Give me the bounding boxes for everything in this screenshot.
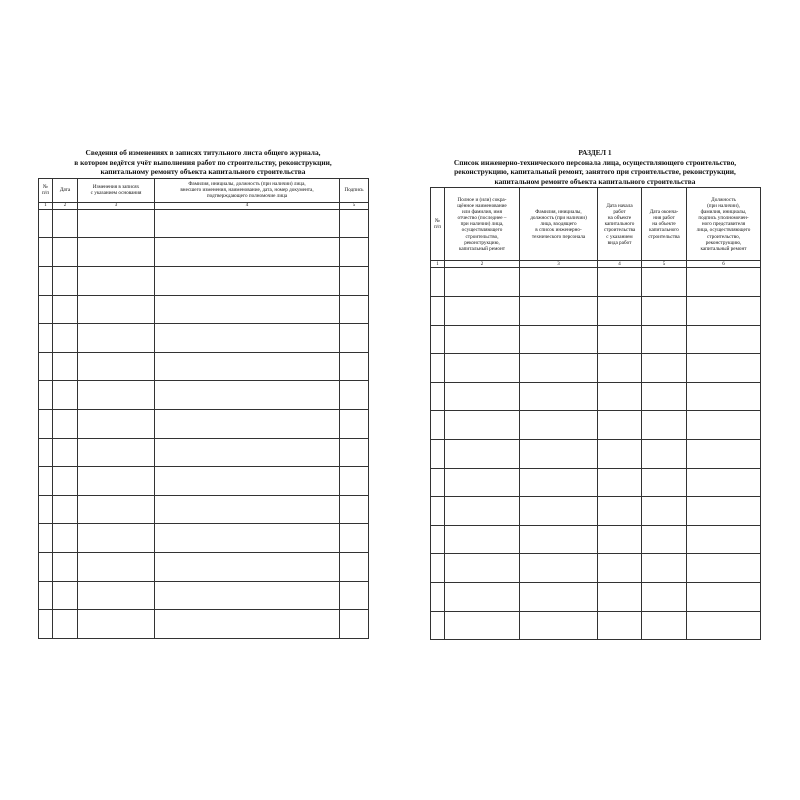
- empty-cell[interactable]: [78, 524, 155, 553]
- empty-cell[interactable]: [687, 525, 761, 554]
- table-row: [39, 467, 369, 496]
- header-cell-changes: Изменения в записях с указанием основания: [78, 178, 155, 202]
- empty-cell[interactable]: [39, 524, 53, 553]
- header-cell-signature: Подпись: [340, 178, 369, 202]
- empty-cell[interactable]: [78, 438, 155, 467]
- empty-cell[interactable]: [78, 238, 155, 267]
- empty-cell[interactable]: [340, 610, 369, 639]
- empty-cell[interactable]: [78, 610, 155, 639]
- right-title-line: капитальном ремонте объекта капитального строительства: [494, 176, 696, 186]
- empty-cell[interactable]: [598, 497, 642, 526]
- empty-cell[interactable]: [642, 525, 687, 554]
- empty-cell[interactable]: [520, 439, 598, 468]
- empty-cell[interactable]: [642, 411, 687, 440]
- header-cell-representative: Должность (при наличии), фамилия, инициалы, подпись уполномочен- ного представителя лица, осуществляющего строительство, реконструкцию, капитальный ремонт: [687, 188, 761, 261]
- empty-cell[interactable]: [642, 325, 687, 354]
- empty-cell[interactable]: [520, 497, 598, 526]
- table-header-row: [431, 188, 761, 261]
- table-row: [39, 209, 369, 238]
- empty-cell[interactable]: [78, 324, 155, 353]
- empty-cell[interactable]: [431, 382, 445, 411]
- empty-cell[interactable]: [520, 354, 598, 383]
- header-cell-number: № п/п: [431, 188, 445, 261]
- empty-cell[interactable]: [53, 324, 78, 353]
- empty-cell[interactable]: [39, 324, 53, 353]
- column-number: 3: [520, 261, 598, 268]
- header-cell-start-date: Дата начала работ на объекте капитального строительства с указанием вида работ: [598, 188, 642, 261]
- empty-cell[interactable]: [155, 381, 340, 410]
- table-row: [39, 381, 369, 410]
- table-row: [39, 495, 369, 524]
- empty-cell[interactable]: [39, 352, 53, 381]
- table-row: [431, 497, 761, 526]
- empty-cell[interactable]: [598, 554, 642, 583]
- empty-cell[interactable]: [598, 582, 642, 611]
- table-row: [39, 238, 369, 267]
- empty-cell[interactable]: [598, 354, 642, 383]
- empty-cell[interactable]: [39, 495, 53, 524]
- column-number-row: [431, 261, 761, 268]
- table-row: [39, 324, 369, 353]
- empty-cell[interactable]: [39, 581, 53, 610]
- empty-cell[interactable]: [340, 581, 369, 610]
- empty-cell[interactable]: [340, 495, 369, 524]
- right-title-line: РАЗДЕЛ 1: [578, 148, 612, 157]
- empty-cell[interactable]: [53, 495, 78, 524]
- empty-cell[interactable]: [598, 525, 642, 554]
- header-cell-date: Дата: [53, 178, 78, 202]
- empty-cell[interactable]: [155, 524, 340, 553]
- empty-cell[interactable]: [78, 581, 155, 610]
- empty-cell[interactable]: [520, 611, 598, 640]
- empty-cell[interactable]: [340, 295, 369, 324]
- empty-cell[interactable]: [53, 381, 78, 410]
- empty-cell[interactable]: [687, 325, 761, 354]
- table-row: [39, 524, 369, 553]
- empty-cell[interactable]: [598, 268, 642, 297]
- changes-table: [38, 178, 369, 639]
- empty-cell[interactable]: [155, 552, 340, 581]
- left-title-line: Сведения об изменениях в записях титульного листа общего журнала,: [85, 148, 321, 157]
- table-row: [39, 352, 369, 381]
- empty-cell[interactable]: [431, 325, 445, 354]
- column-number: 2: [53, 202, 78, 209]
- empty-cell[interactable]: [431, 354, 445, 383]
- empty-cell[interactable]: [39, 266, 53, 295]
- empty-cell[interactable]: [155, 581, 340, 610]
- empty-cell[interactable]: [431, 439, 445, 468]
- column-number: 6: [687, 261, 761, 268]
- empty-cell[interactable]: [520, 325, 598, 354]
- header-cell-end-date: Дата оконча- ния работ на объекте капитального строительства: [642, 188, 687, 261]
- empty-cell[interactable]: [520, 468, 598, 497]
- right-title-line: реконструкцию, капитальный ремонт, занятого при строительстве, реконструкции,: [454, 167, 736, 177]
- empty-cell[interactable]: [78, 467, 155, 496]
- personnel-table: [430, 187, 761, 640]
- empty-cell[interactable]: [642, 354, 687, 383]
- table-row: [39, 581, 369, 610]
- empty-cell[interactable]: [340, 324, 369, 353]
- empty-cell[interactable]: [39, 381, 53, 410]
- empty-cell[interactable]: [53, 209, 78, 238]
- empty-cell[interactable]: [39, 295, 53, 324]
- empty-cell[interactable]: [53, 524, 78, 553]
- empty-cell[interactable]: [340, 266, 369, 295]
- header-cell-number: № п/п: [39, 178, 53, 202]
- empty-cell[interactable]: [598, 439, 642, 468]
- empty-cell[interactable]: [445, 296, 520, 325]
- table-row: [39, 438, 369, 467]
- table-row: [431, 554, 761, 583]
- empty-cell[interactable]: [340, 438, 369, 467]
- empty-cell[interactable]: [431, 554, 445, 583]
- empty-cell[interactable]: [78, 552, 155, 581]
- empty-cell[interactable]: [78, 295, 155, 324]
- empty-cell[interactable]: [520, 411, 598, 440]
- empty-cell[interactable]: [445, 268, 520, 297]
- empty-cell[interactable]: [598, 325, 642, 354]
- empty-cell[interactable]: [340, 381, 369, 410]
- right-title-line: Список инженерно-технического персонала лица, осуществляющего строительство,: [453, 157, 737, 167]
- empty-cell[interactable]: [340, 209, 369, 238]
- empty-cell[interactable]: [155, 610, 340, 639]
- empty-cell[interactable]: [445, 354, 520, 383]
- left-page-title: [38, 148, 368, 177]
- right-page-title: [430, 148, 760, 186]
- header-cell-person: Фамилия, инициалы, должность (при наличии) лица, внесшего изменения, наименование, дата, номер документа, подтверждающего полномочие лица: [155, 178, 340, 202]
- empty-cell[interactable]: [598, 411, 642, 440]
- empty-cell[interactable]: [687, 582, 761, 611]
- empty-cell[interactable]: [431, 582, 445, 611]
- empty-cell[interactable]: [39, 209, 53, 238]
- table-row: [431, 582, 761, 611]
- empty-cell[interactable]: [687, 497, 761, 526]
- empty-cell[interactable]: [155, 238, 340, 267]
- left-title-line: капитальному ремонту объекта капитального строительства: [100, 167, 306, 177]
- empty-cell[interactable]: [53, 238, 78, 267]
- empty-cell[interactable]: [53, 467, 78, 496]
- column-number: 4: [155, 202, 340, 209]
- empty-cell[interactable]: [642, 611, 687, 640]
- empty-cell[interactable]: [155, 352, 340, 381]
- empty-cell[interactable]: [642, 554, 687, 583]
- empty-cell[interactable]: [431, 497, 445, 526]
- empty-cell[interactable]: [445, 611, 520, 640]
- empty-cell[interactable]: [445, 382, 520, 411]
- empty-cell[interactable]: [445, 497, 520, 526]
- changes-table-body: [39, 209, 369, 638]
- empty-cell[interactable]: [598, 382, 642, 411]
- empty-cell[interactable]: [53, 610, 78, 639]
- empty-cell[interactable]: [642, 296, 687, 325]
- empty-cell[interactable]: [642, 497, 687, 526]
- empty-cell[interactable]: [53, 295, 78, 324]
- empty-cell[interactable]: [155, 438, 340, 467]
- empty-cell[interactable]: [520, 582, 598, 611]
- empty-cell[interactable]: [155, 266, 340, 295]
- empty-cell[interactable]: [431, 296, 445, 325]
- empty-cell[interactable]: [78, 495, 155, 524]
- empty-cell[interactable]: [431, 268, 445, 297]
- empty-cell[interactable]: [340, 467, 369, 496]
- empty-cell[interactable]: [445, 525, 520, 554]
- empty-cell[interactable]: [598, 468, 642, 497]
- table-row: [39, 266, 369, 295]
- empty-cell[interactable]: [687, 468, 761, 497]
- empty-cell[interactable]: [687, 354, 761, 383]
- empty-cell[interactable]: [687, 611, 761, 640]
- empty-cell[interactable]: [78, 409, 155, 438]
- empty-cell[interactable]: [445, 439, 520, 468]
- column-number: 5: [642, 261, 687, 268]
- column-number: 4: [598, 261, 642, 268]
- table-row: [431, 411, 761, 440]
- empty-cell[interactable]: [53, 552, 78, 581]
- empty-cell[interactable]: [340, 524, 369, 553]
- empty-cell[interactable]: [687, 382, 761, 411]
- table-row: [431, 382, 761, 411]
- table-header-row: [39, 178, 369, 202]
- empty-cell[interactable]: [39, 552, 53, 581]
- empty-cell[interactable]: [445, 554, 520, 583]
- column-number-row: [39, 202, 369, 209]
- column-number: 1: [431, 261, 445, 268]
- empty-cell[interactable]: [53, 352, 78, 381]
- empty-cell[interactable]: [340, 552, 369, 581]
- empty-cell[interactable]: [642, 468, 687, 497]
- table-row: [39, 409, 369, 438]
- empty-cell[interactable]: [155, 467, 340, 496]
- empty-cell[interactable]: [687, 439, 761, 468]
- empty-cell[interactable]: [598, 611, 642, 640]
- table-row: [39, 552, 369, 581]
- empty-cell[interactable]: [78, 209, 155, 238]
- empty-cell[interactable]: [642, 582, 687, 611]
- column-number: 2: [445, 261, 520, 268]
- empty-cell[interactable]: [39, 238, 53, 267]
- empty-cell[interactable]: [340, 352, 369, 381]
- left-title-line: в котором ведётся учёт выполнения работ по строительству, реконструкции,: [74, 157, 332, 167]
- empty-cell[interactable]: [155, 324, 340, 353]
- table-row: [431, 354, 761, 383]
- empty-cell[interactable]: [520, 296, 598, 325]
- header-cell-engineer: Фамилия, инициалы, должность (при наличии) лица, входящего в список инженерно- технического персонала: [520, 188, 598, 261]
- empty-cell[interactable]: [39, 467, 53, 496]
- empty-cell[interactable]: [53, 438, 78, 467]
- empty-cell[interactable]: [445, 325, 520, 354]
- column-number: 1: [39, 202, 53, 209]
- table-row: [431, 296, 761, 325]
- empty-cell[interactable]: [340, 238, 369, 267]
- empty-cell[interactable]: [431, 411, 445, 440]
- table-row: [431, 325, 761, 354]
- empty-cell[interactable]: [340, 409, 369, 438]
- empty-cell[interactable]: [155, 495, 340, 524]
- empty-cell[interactable]: [687, 411, 761, 440]
- personnel-table-body: [431, 268, 761, 640]
- table-row: [39, 295, 369, 324]
- table-row: [431, 468, 761, 497]
- empty-cell[interactable]: [39, 610, 53, 639]
- column-number: 5: [340, 202, 369, 209]
- empty-cell[interactable]: [39, 409, 53, 438]
- right-page: [430, 148, 760, 640]
- empty-cell[interactable]: [687, 268, 761, 297]
- empty-cell[interactable]: [520, 554, 598, 583]
- table-row: [431, 439, 761, 468]
- table-row: [39, 610, 369, 639]
- empty-cell[interactable]: [642, 382, 687, 411]
- empty-cell[interactable]: [155, 295, 340, 324]
- empty-cell[interactable]: [642, 439, 687, 468]
- empty-cell[interactable]: [78, 381, 155, 410]
- table-row: [431, 268, 761, 297]
- empty-cell[interactable]: [431, 611, 445, 640]
- empty-cell[interactable]: [53, 409, 78, 438]
- empty-cell[interactable]: [53, 581, 78, 610]
- empty-cell[interactable]: [445, 411, 520, 440]
- empty-cell[interactable]: [687, 554, 761, 583]
- empty-cell[interactable]: [520, 268, 598, 297]
- empty-cell[interactable]: [431, 525, 445, 554]
- empty-cell[interactable]: [642, 268, 687, 297]
- empty-cell[interactable]: [598, 296, 642, 325]
- left-page: [38, 148, 368, 639]
- table-row: [431, 525, 761, 554]
- header-cell-organization: Полное и (или) сокра- щённое наименование или фамилия, имя отчество (последнее – при наличии) лица, осуществляющего строительство, реконструкцию, капитальный ремонт: [445, 188, 520, 261]
- column-number: 3: [78, 202, 155, 209]
- empty-cell[interactable]: [155, 409, 340, 438]
- empty-cell[interactable]: [78, 352, 155, 381]
- empty-cell[interactable]: [445, 582, 520, 611]
- empty-cell[interactable]: [520, 382, 598, 411]
- empty-cell[interactable]: [520, 525, 598, 554]
- empty-cell[interactable]: [155, 209, 340, 238]
- empty-cell[interactable]: [445, 468, 520, 497]
- table-row: [431, 611, 761, 640]
- empty-cell[interactable]: [687, 296, 761, 325]
- empty-cell[interactable]: [431, 468, 445, 497]
- empty-cell[interactable]: [78, 266, 155, 295]
- empty-cell[interactable]: [39, 438, 53, 467]
- empty-cell[interactable]: [53, 266, 78, 295]
